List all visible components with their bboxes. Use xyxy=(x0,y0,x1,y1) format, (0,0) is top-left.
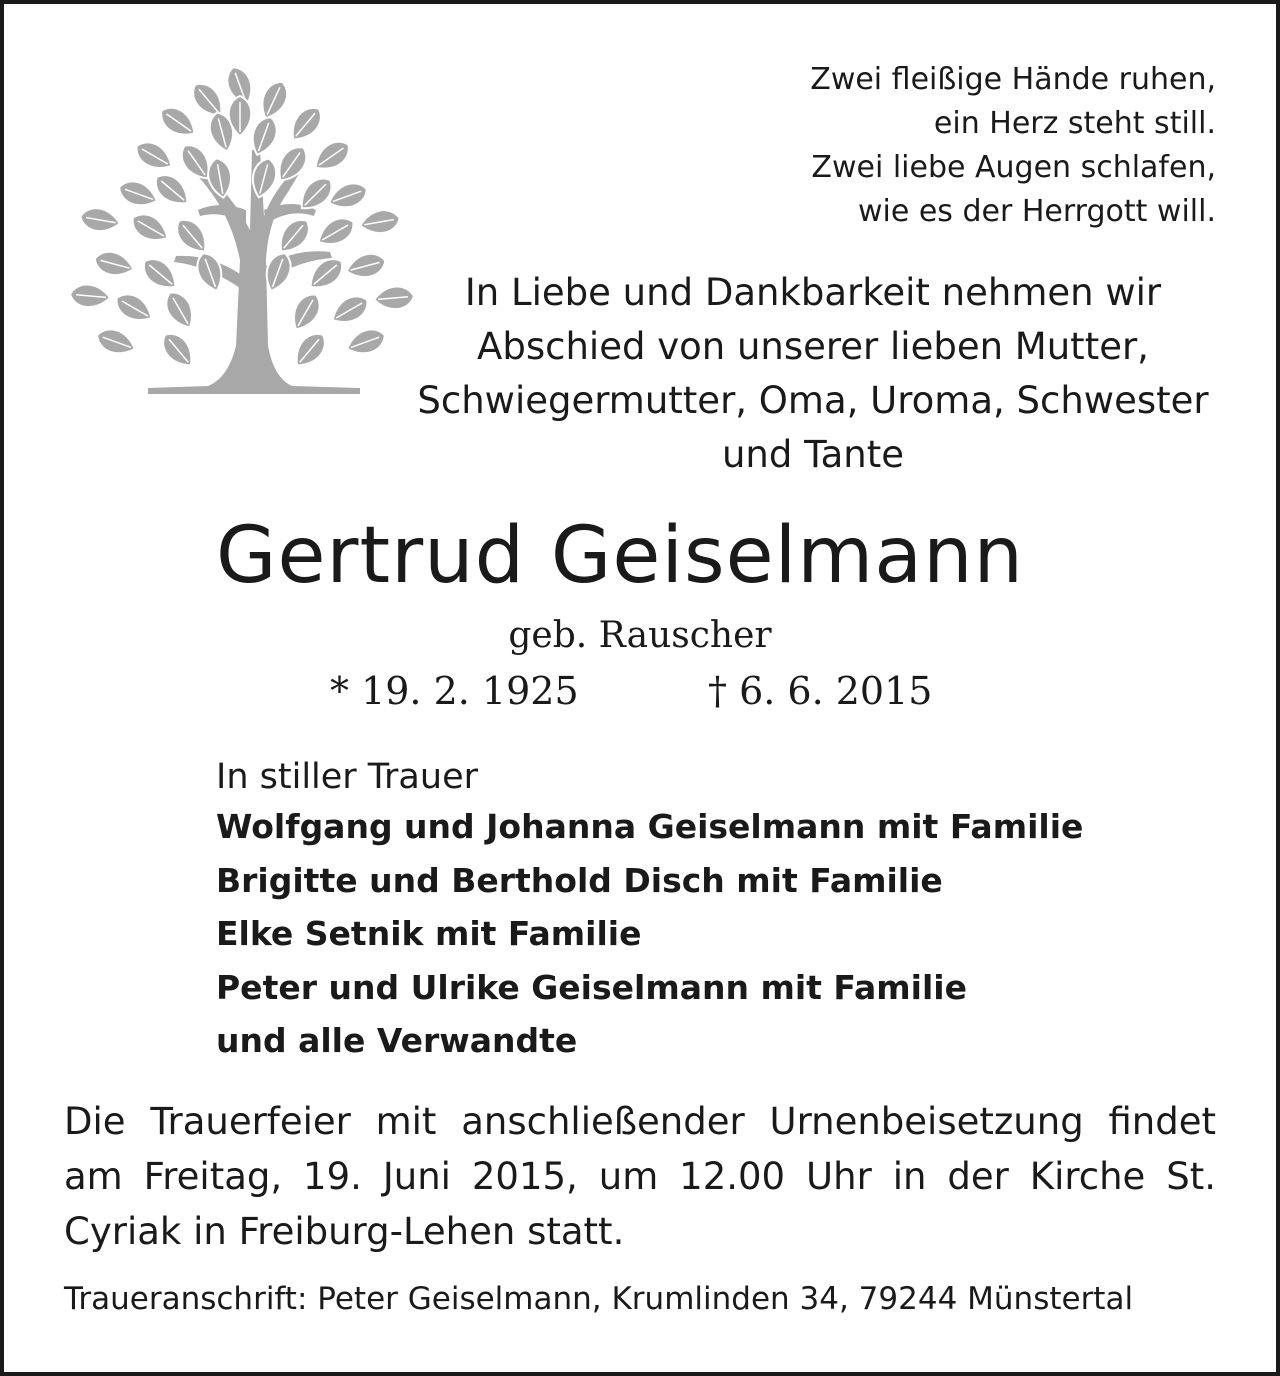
tree-leaf xyxy=(115,177,160,212)
tree-leaf xyxy=(160,287,200,333)
death-date: † 6. 6. 2015 xyxy=(708,669,933,713)
intro-line: und Tante xyxy=(721,433,905,476)
tree-icon xyxy=(60,60,420,400)
tree-leaf xyxy=(92,248,136,280)
tree-leaf xyxy=(157,327,200,372)
poem-line: wie es der Herrgott will. xyxy=(857,194,1216,229)
mourning-address: Traueranschrift: Peter Geiselmann, Krumlinden 34, 79244 Münstertal xyxy=(64,1281,1134,1317)
tree-leaf xyxy=(313,212,359,252)
tree-leaf xyxy=(343,325,388,360)
intro-text xyxy=(400,266,1226,482)
tree-leaf xyxy=(344,250,388,282)
intro-line: Abschied von unserer lieben Mutter, xyxy=(477,325,1149,368)
mourner-name: Peter und Ulrike Geiselmann mit Familie xyxy=(216,967,967,1007)
tree-leaf xyxy=(69,283,111,309)
birth-date: * 19. 2. 1925 xyxy=(330,669,579,713)
poem-line: Zwei liebe Augen schlafen, xyxy=(811,150,1216,185)
intro-line: Schwiegermutter, Oma, Uroma, Schwester xyxy=(417,379,1209,422)
tree-leaf xyxy=(289,327,332,372)
poem xyxy=(656,58,1216,234)
mourner-name: Elke Setnik mit Familie xyxy=(216,914,642,953)
tree-leaf xyxy=(193,249,228,294)
intro-line: In Liebe und Dankbarkeit nehmen wir xyxy=(464,271,1162,314)
tree-leaf xyxy=(286,289,326,335)
tree-leaf xyxy=(78,205,121,234)
tree-leaf xyxy=(247,113,282,158)
mourner-name: Brigitte und Berthold Disch mit Familie xyxy=(216,860,943,900)
mourner-name: Wolfgang und Johanna Geiselmann mit Familie xyxy=(216,807,1084,846)
tree-leaf xyxy=(127,208,173,248)
tree-leaf xyxy=(255,77,292,123)
mourner-name: und alle Verwandte xyxy=(216,1021,578,1060)
tree-leaf xyxy=(131,136,177,176)
maiden-name: geb. Rauscher xyxy=(508,615,772,656)
tree-leaf xyxy=(285,101,328,146)
mourners-list xyxy=(216,800,1083,1068)
deceased-name: Gertrud Geiselmann xyxy=(216,511,1024,601)
tree-leaf xyxy=(309,135,355,176)
poem-line: Zwei fleißige Hände ruhen, xyxy=(810,62,1216,97)
tree-leaf xyxy=(111,288,157,328)
tree-leaf xyxy=(205,156,234,199)
mourning-intro: In stiller Trauer xyxy=(216,757,478,797)
service-info: Die Trauerfeier mit anschließender Urnenbeisetzung findet am Freitag, 19. Juni 2015, um 12.00 Uhr in der Kirche St. Cyriak in Freiburg-Lehen statt. xyxy=(64,1100,1216,1253)
tree-leaf xyxy=(149,169,194,212)
tree-leaf xyxy=(155,101,201,142)
tree-leaf xyxy=(171,213,214,258)
tree-leaf xyxy=(358,207,401,236)
tree-leaf xyxy=(327,290,373,330)
tree-leaf xyxy=(93,325,138,360)
poem-line: ein Herz steht still. xyxy=(933,106,1216,141)
